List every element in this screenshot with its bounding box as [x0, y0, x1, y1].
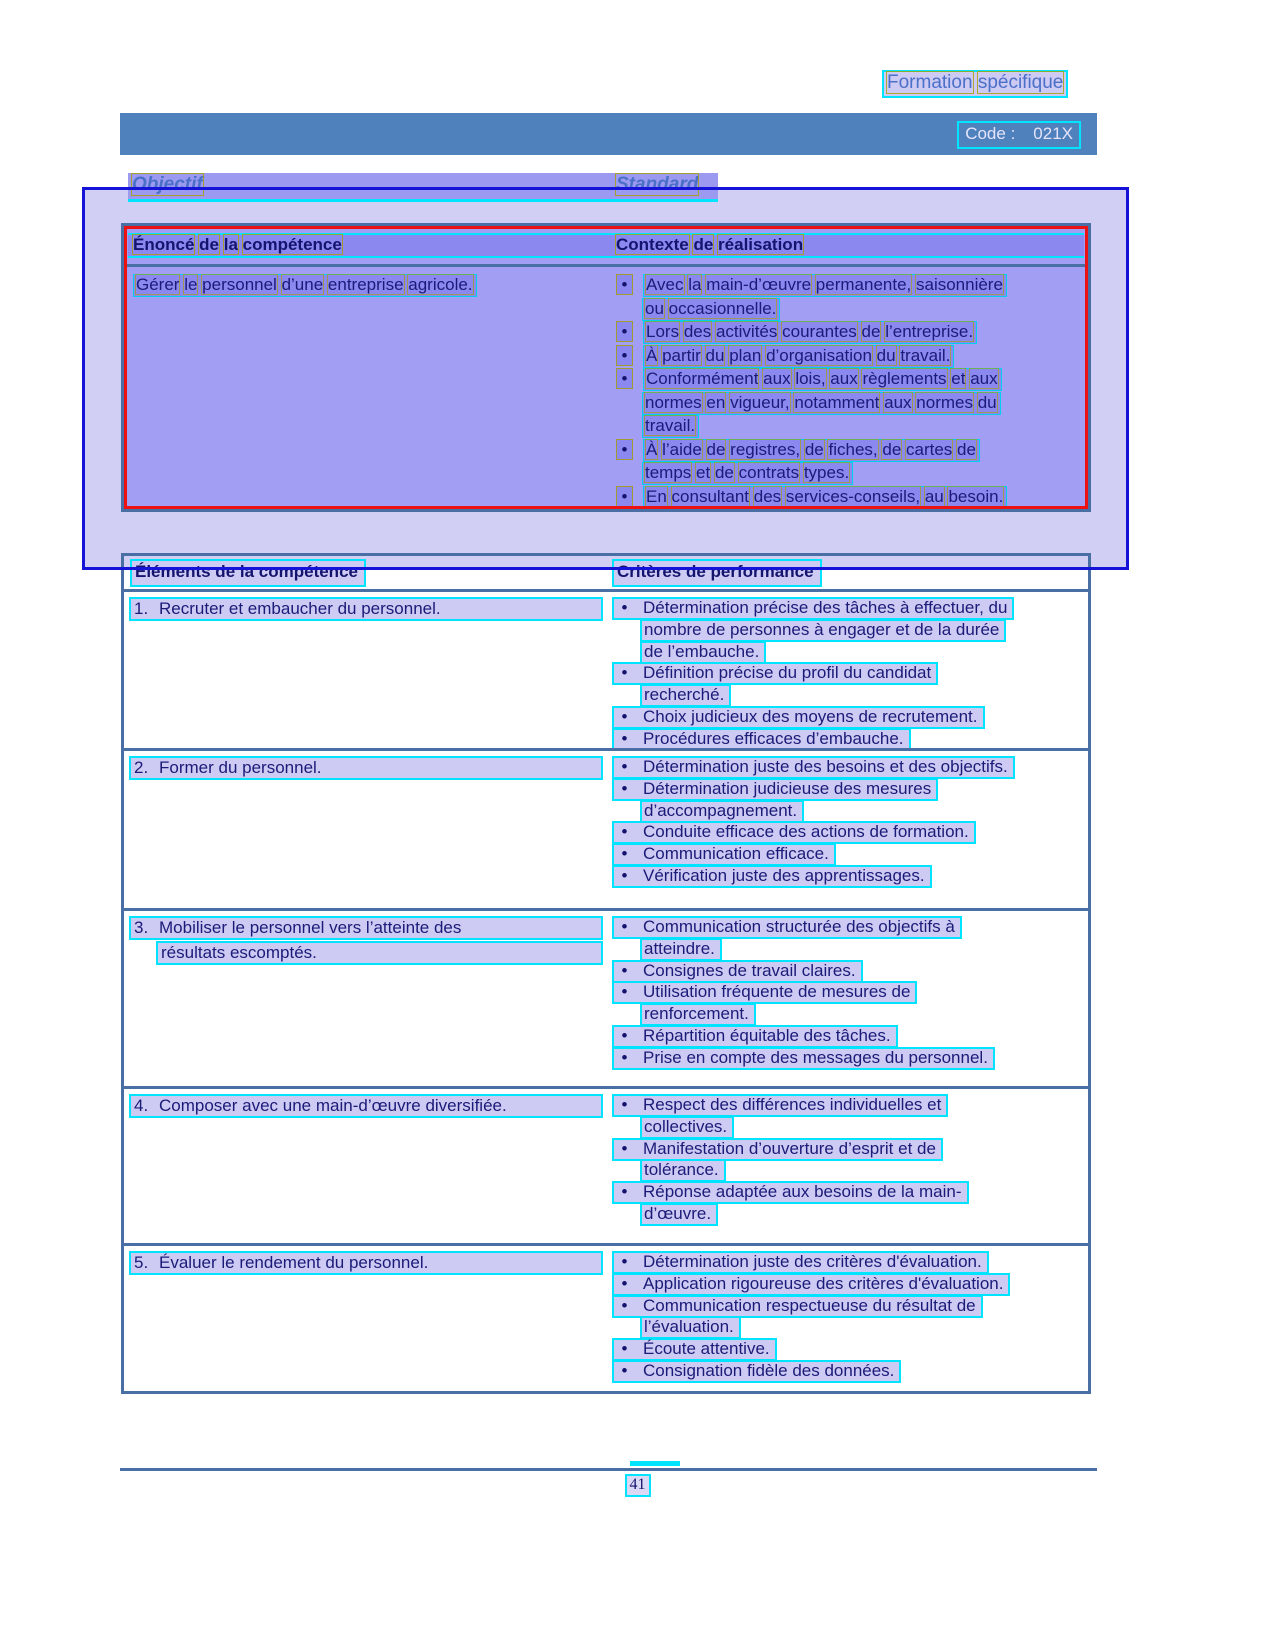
word-box: À [646, 439, 658, 459]
word-box: saisonnière [915, 275, 1003, 294]
word-box: de [861, 322, 881, 341]
word-box: des [753, 486, 782, 506]
word-box: l’aide [662, 439, 702, 459]
criterion-line [612, 597, 1084, 619]
element-title-line: 1. Recruter et embaucher du personnel. [129, 597, 603, 621]
word-box: au [924, 486, 944, 506]
word-box: règlements [862, 369, 947, 388]
element-cell [124, 914, 611, 1086]
word-box: Formation [887, 72, 973, 93]
criterion-line [612, 1138, 1084, 1160]
bullet-icon: • [616, 439, 633, 460]
word-box: activités [715, 322, 778, 341]
criterion-line [612, 778, 1084, 800]
criteria-cell [611, 595, 1088, 748]
criterion-text: • Utilisation fréquente de mesures de [612, 981, 917, 1004]
criteria-cell [611, 754, 1088, 908]
word-box: aux [970, 369, 998, 388]
bullet-icon: • [621, 778, 628, 798]
criterion-text: atteindre. [640, 938, 722, 961]
criterion-line [612, 641, 1084, 663]
criterion-line [612, 728, 1084, 748]
bullet-icon: • [621, 917, 628, 936]
context-line [616, 321, 1086, 345]
bullet-icon: • [621, 865, 628, 885]
context-list [616, 274, 1086, 509]
code-header-bar [120, 113, 1097, 155]
word-box: la [688, 275, 702, 294]
criterion-line [612, 1295, 1084, 1317]
criterion-line [612, 1360, 1084, 1382]
criterion-line [612, 1025, 1084, 1047]
context-text [643, 321, 977, 344]
word-box: des [683, 322, 712, 341]
word-box: travail. [645, 416, 696, 435]
bullet-icon: • [616, 274, 633, 295]
context-text [642, 415, 699, 438]
word-box: de [199, 235, 219, 254]
criteres-header: Critères de performance [612, 559, 822, 587]
word-box: aux [763, 369, 791, 388]
code-label: Code : [965, 124, 1016, 143]
criterion-line [612, 821, 1084, 843]
criterion-line [612, 756, 1084, 778]
word-box: consultant [671, 486, 750, 506]
item-number: 2. [134, 758, 149, 777]
word-box: plan [729, 345, 762, 365]
word-box: de [693, 235, 714, 254]
bullet-icon: • [621, 598, 628, 617]
table-row [124, 1086, 1088, 1243]
competence-statement [133, 274, 477, 297]
criteria-cell [611, 914, 1088, 1086]
criterion-text: d’accompagnement. [640, 800, 804, 823]
criterion-line [612, 1203, 1084, 1225]
bullet-icon: • [621, 757, 628, 776]
criterion-line [612, 960, 1084, 982]
bullet-icon: • [621, 1025, 628, 1045]
word-box: le [184, 275, 198, 294]
criterion-text: • Manifestation d’ouverture d’esprit et de [612, 1138, 943, 1161]
word-box: du [705, 345, 725, 365]
criterion-text: • Détermination précise des tâches à effectuer, du [612, 597, 1014, 620]
element-title-line: 4. Composer avec une main-d’œuvre diversifiée. [129, 1094, 603, 1118]
criterion-text: renforcement. [640, 1003, 756, 1026]
word-box: vigueur, [730, 392, 790, 412]
bullet-icon: • [621, 982, 628, 1002]
bullet-icon: • [621, 663, 628, 683]
element-cell [124, 1249, 611, 1391]
table1-header-row [128, 233, 1084, 258]
word-box: travail. [900, 345, 951, 365]
word-box: Contexte [616, 235, 689, 254]
context-text [643, 274, 1007, 297]
criterion-line [612, 684, 1084, 706]
section-label [882, 70, 1068, 98]
word-box: spécifique [977, 72, 1064, 93]
standard-heading [614, 174, 700, 196]
bullet-icon: • [621, 1339, 628, 1359]
word-box: Énoncé [133, 235, 195, 254]
bullet-icon: • [621, 1047, 628, 1067]
criterion-text: • Définition précise du profil du candidat [612, 662, 938, 685]
word-box: occasionnelle. [668, 298, 777, 318]
code-box [957, 121, 1081, 149]
context-line [616, 415, 1086, 439]
word-box: partir [662, 345, 701, 365]
word-box: ou [645, 298, 664, 318]
criteria-cell [611, 1092, 1088, 1243]
item-number: 5. [134, 1253, 149, 1272]
contexte-header [616, 235, 803, 255]
context-line [616, 392, 1086, 416]
context-line [616, 368, 1086, 392]
bullet-icon: • [621, 728, 628, 748]
criterion-text: • Application rigoureuse des critères d'évaluation. [612, 1273, 1010, 1296]
criterion-line [612, 843, 1084, 865]
word-box: fiches, [828, 439, 878, 459]
word-box: compétence [242, 235, 342, 254]
word-box: courantes [782, 322, 857, 341]
bullet-icon: • [621, 960, 628, 980]
criterion-text: nombre de personnes à engager et de la durée [640, 619, 1006, 642]
table-row [124, 592, 1088, 748]
criterion-line [612, 619, 1084, 641]
word-box: cartes [906, 439, 953, 459]
bullet-icon: • [621, 1095, 628, 1114]
word-box: temps [645, 463, 692, 482]
footer-annotation-mark [630, 1461, 680, 1466]
table2-rows [124, 592, 1088, 1391]
criterion-text: • Respect des différences individuelles et [612, 1094, 948, 1117]
bullet-icon: • [621, 1295, 628, 1315]
criterion-text: • Procédures efficaces d’embauche. [612, 728, 911, 748]
word-box: entreprise [327, 275, 404, 294]
word-box: main-d’œuvre [706, 275, 812, 294]
context-text [642, 298, 780, 321]
word-box: réalisation [718, 235, 804, 254]
word-box: contrats [738, 463, 800, 482]
criterion-line [612, 1094, 1084, 1116]
footer-rule [120, 1468, 1097, 1471]
criterion-line [612, 1047, 1084, 1069]
objectif-standard-row [128, 173, 718, 202]
word-box: de [957, 439, 976, 459]
word-box: lois, [795, 369, 826, 388]
context-text [643, 439, 980, 462]
word-box: de [804, 439, 824, 459]
criterion-line [612, 1316, 1084, 1338]
competence-statement-cell [133, 274, 603, 297]
element-title-line: 2. Former du personnel. [129, 756, 603, 780]
word-box: aux [884, 392, 912, 412]
bullet-icon: • [621, 822, 628, 842]
element-title-line: résultats escomptés. [156, 941, 603, 965]
word-box: de [882, 439, 902, 459]
word-box: et [696, 463, 711, 482]
criterion-line [612, 1159, 1084, 1181]
table-row [124, 1243, 1088, 1391]
criterion-text: • Écoute attentive. [612, 1338, 777, 1361]
context-text [642, 462, 853, 485]
table-row [124, 908, 1088, 1086]
criterion-text: • Détermination juste des besoins et des objectifs. [612, 756, 1015, 779]
word-box: l’entreprise. [885, 322, 974, 341]
criterion-text: l’évaluation. [640, 1316, 741, 1339]
elements-criteria-table [121, 553, 1091, 1394]
context-line [616, 486, 1086, 510]
bullet-icon: • [621, 706, 628, 726]
item-number: 3. [134, 918, 149, 937]
word-box: À [646, 345, 658, 365]
word-box: Gérer [136, 275, 180, 294]
word-box: types. [803, 463, 850, 482]
context-line [616, 439, 1086, 463]
word-box: d’organisation [766, 345, 872, 365]
page-number: 41 [625, 1474, 651, 1497]
criterion-text: • Communication efficace. [612, 843, 836, 866]
bullet-icon: • [616, 345, 633, 366]
element-cell [124, 754, 611, 908]
criteria-cell [611, 1249, 1088, 1391]
context-text [642, 392, 1001, 415]
word-box: registres, [730, 439, 801, 459]
word-box: et [951, 369, 966, 388]
criterion-line [612, 706, 1084, 728]
criterion-text: d’œuvre. [640, 1203, 718, 1226]
criterion-line [612, 1338, 1084, 1360]
table2-header-row [124, 556, 1088, 592]
enonce-contexte-table [121, 223, 1091, 512]
word-box: agricole. [408, 275, 473, 294]
enonce-header [133, 235, 342, 255]
word-box: Objectif [132, 174, 203, 195]
criterion-line [612, 1251, 1084, 1273]
criterion-text: • Détermination juste des critères d'évaluation. [612, 1251, 989, 1274]
bullet-icon: • [616, 321, 633, 342]
criterion-line [612, 1181, 1084, 1203]
bullet-icon: • [621, 1252, 628, 1271]
word-box: de [706, 439, 726, 459]
word-box: personnel [202, 275, 277, 294]
item-number: 1. [134, 599, 149, 618]
elements-header: Éléments de la compétence [130, 559, 366, 587]
word-box: besoin. [948, 486, 1004, 506]
criterion-text: • Choix judicieux des moyens de recrutement. [612, 706, 985, 729]
code-value: 021X [1033, 124, 1073, 143]
criterion-text: tolérance. [640, 1159, 726, 1182]
context-line [616, 462, 1086, 486]
criterion-text: • Détermination judicieuse des mesures [612, 778, 938, 801]
word-box: normes [645, 392, 702, 412]
word-box: en [706, 392, 726, 412]
word-box: En [646, 486, 667, 506]
word-box: services-conseils, [785, 486, 921, 506]
element-title-line: 5. Évaluer le rendement du personnel. [129, 1251, 603, 1275]
criterion-line [612, 865, 1084, 887]
item-number: 4. [134, 1096, 149, 1115]
criterion-text: • Communication structurée des objectifs à [612, 916, 962, 939]
bullet-icon: • [616, 368, 633, 389]
word-box: la [223, 235, 238, 254]
criterion-text: • Vérification juste des apprentissages. [612, 865, 932, 888]
word-box: normes [916, 392, 973, 412]
criterion-line [612, 916, 1084, 938]
word-box: permanente, [815, 275, 912, 294]
bullet-icon: • [621, 1273, 628, 1293]
word-box: Standard [616, 174, 699, 195]
word-box: de [714, 463, 734, 482]
bullet-icon: • [616, 486, 633, 507]
criterion-line [612, 662, 1084, 684]
criterion-line [612, 1273, 1084, 1295]
word-box: Conformément [646, 369, 759, 388]
word-box: Lors [646, 322, 680, 341]
element-title-line: 3. Mobiliser le personnel vers l’atteinte des [129, 916, 603, 940]
objectif-heading [130, 174, 205, 196]
criterion-text: collectives. [640, 1116, 734, 1139]
context-text [643, 345, 954, 368]
criterion-line [612, 1003, 1084, 1025]
context-text [643, 368, 1002, 391]
criterion-text: recherché. [640, 684, 731, 707]
bullet-icon: • [621, 1360, 628, 1380]
criterion-text: • Consignation fidèle des données. [612, 1360, 901, 1383]
context-line [616, 345, 1086, 369]
criterion-line [612, 938, 1084, 960]
criterion-text: de l’embauche. [640, 641, 766, 664]
criterion-text: • Prise en compte des messages du personnel. [612, 1047, 995, 1070]
context-line [616, 298, 1086, 322]
criterion-line [612, 800, 1084, 822]
criterion-line [612, 1116, 1084, 1138]
element-cell [124, 1092, 611, 1243]
word-box: Avec [646, 275, 684, 294]
bullet-icon: • [621, 844, 628, 864]
word-box: du [977, 392, 997, 412]
criterion-text: • Répartition équitable des tâches. [612, 1025, 898, 1048]
criterion-text: • Réponse adaptée aux besoins de la main- [612, 1181, 969, 1204]
element-cell [124, 595, 611, 748]
word-box: d’une [281, 275, 324, 294]
criterion-text: • Consignes de travail claires. [612, 960, 863, 983]
criterion-text: • Conduite efficace des actions de formation. [612, 821, 976, 844]
criterion-text: • Communication respectueuse du résultat de [612, 1295, 983, 1318]
context-text [643, 486, 1007, 509]
word-box: notamment [794, 392, 880, 412]
word-box: du [876, 345, 896, 365]
table-row [124, 748, 1088, 908]
word-box: aux [830, 369, 858, 388]
context-line [616, 274, 1086, 298]
bullet-icon: • [621, 1138, 628, 1158]
criterion-line [612, 981, 1084, 1003]
bullet-icon: • [621, 1182, 628, 1202]
